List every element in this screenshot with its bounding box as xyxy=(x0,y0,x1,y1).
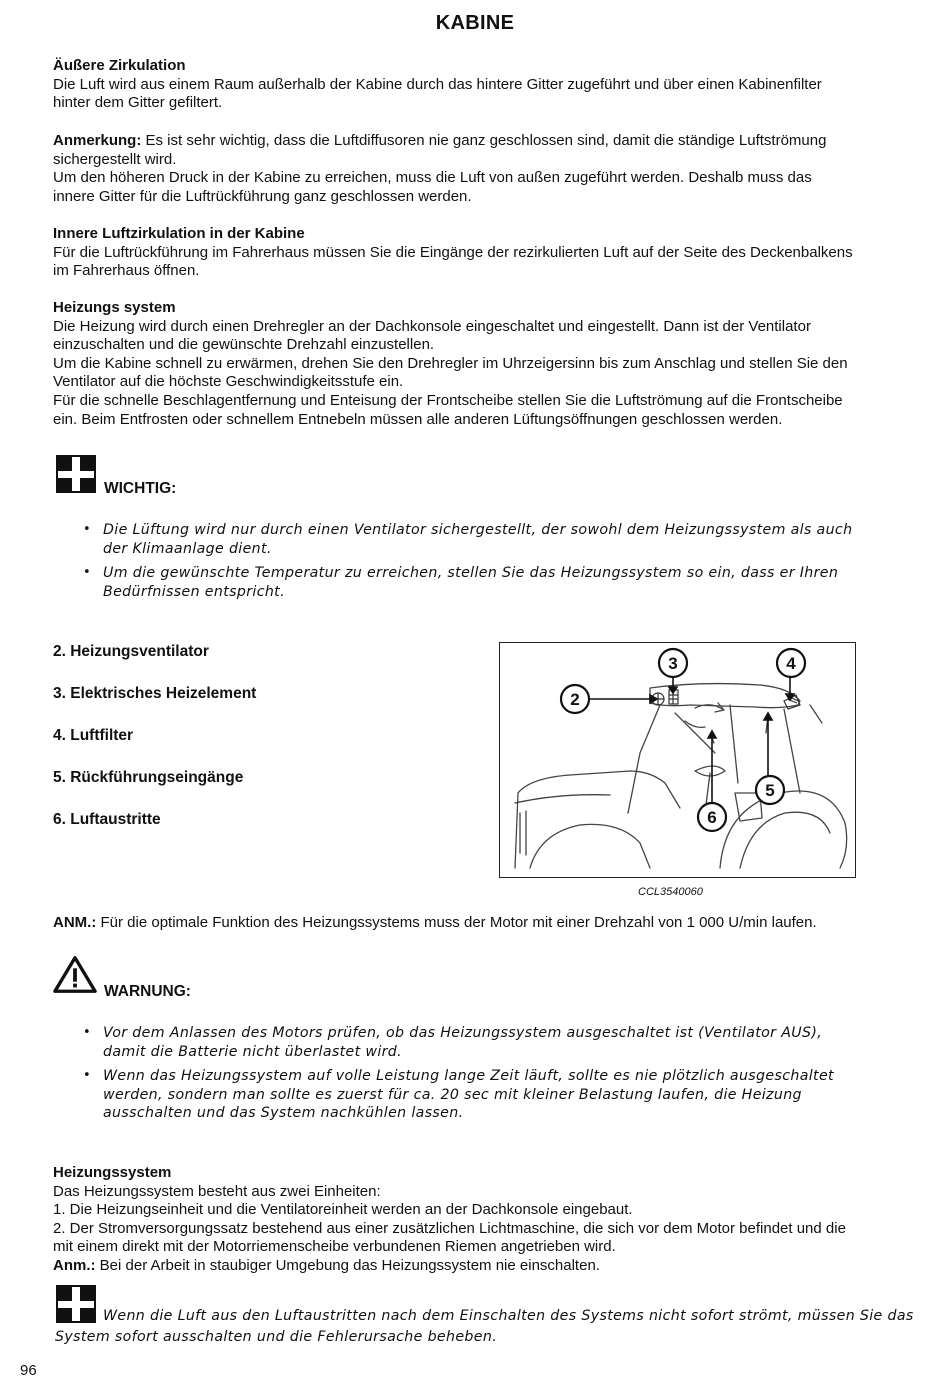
note-paragraph xyxy=(53,132,853,169)
callout-label: 3 xyxy=(668,654,678,673)
section-inner-circulation xyxy=(53,225,853,281)
note-label: Anmerkung: xyxy=(53,132,142,149)
anm-label: Anm.: xyxy=(53,1256,96,1274)
section-heading: Äußere Zirkulation xyxy=(53,57,186,74)
callout-label: 2 xyxy=(570,690,580,709)
legend-item: 6. Luftaustritte xyxy=(53,811,161,828)
section-text: Für die Luftrückführung im Fahrerhaus müssen Sie die Eingänge der rezirkulierten Luft auf der Seite des Deckenbalkens im Fahrerhaus öffnen. xyxy=(53,243,853,280)
note-paragraph-2: Um den höheren Druck in der Kabine zu erreichen, muss die Luft von außen zugeführt werden. Deshalb muss das innere Gitter für die Luftrückführung ganz geschlossen werden. xyxy=(53,169,812,205)
callout-label: 4 xyxy=(786,654,796,673)
legend-item: 4. Luftfilter xyxy=(53,727,134,744)
figure-caption: CCL3540060 xyxy=(638,886,703,898)
section-outer-circulation xyxy=(53,57,853,113)
legend-item: 3. Elektrisches Heizelement xyxy=(53,685,257,702)
caution-label: WICHTIG: xyxy=(104,480,177,497)
note-text: Es ist sehr wichtig, dass die Luftdiffusoren nie ganz geschlossen sind, damit die ständige Luftströmung sichergestellt wird. xyxy=(53,132,827,168)
anm-label: ANM.: xyxy=(53,914,97,931)
warning-label: WARNUNG: xyxy=(104,983,191,1000)
anm-note xyxy=(53,914,853,933)
section-line: 2. Der Stromversorgungssatz bestehend aus einer zusätzlichen Lichtmaschine, die sich vor dem Motor befindet und die mit einem direkt mit der Motorriemenscheibe verbundenen Riemen angetrieben wird. xyxy=(53,1219,846,1256)
tractor-cab-illustration xyxy=(500,643,855,877)
anm-text: Bei der Arbeit in staubiger Umgebung das Heizungssystem nie einschalten. xyxy=(95,1256,600,1274)
caution-item: • Um die gewünschte Temperatur zu erreichen, stellen Sie das Heizungssystem so ein, dass er Ihren Bedürfnissen entspricht. xyxy=(53,564,853,601)
tractor-cab-diagram xyxy=(499,642,856,878)
warning-item: • Wenn das Heizungssystem auf volle Leistung lange Zeit läuft, sollte es nie plötzlich ausgeschaltet werden, sondern man sollte es zuerst für ca. 20 sec mit kleiner Belastung laufen, die Heizung ausschalten und das System nachkühlen lassen. xyxy=(53,1067,853,1123)
section-line: Das Heizungssystem besteht aus zwei Einheiten: xyxy=(53,1182,381,1200)
section-note xyxy=(53,132,853,206)
section-heading: Innere Luftzirkulation in der Kabine xyxy=(53,225,305,242)
section-text: Die Luft wird aus einem Raum außerhalb der Kabine durch das hintere Gitter zugeführt und über einen Kabinenfilter hinter dem Gitter gefiltert. xyxy=(53,75,822,112)
callout-label: 6 xyxy=(707,808,717,827)
section-text-2: Um die Kabine schnell zu erwärmen, drehen Sie den Drehregler im Uhrzeigersinn bis zum Anschlag und stellen Sie den Ventilator auf die höchste Geschwindigkeitsstufe ein. xyxy=(53,354,848,391)
caution-cross-icon xyxy=(55,455,99,495)
caution-item: • Die Lüftung wird nur durch einen Ventilator sichergestellt, der sowohl dem Heizungssystem als auch der Klimaanlage dient. xyxy=(53,521,853,558)
section-heading: Heizungs system xyxy=(53,299,176,316)
section-line: 1. Die Heizungseinheit und die Ventilatoreinheit werden an der Dachkonsole eingebaut. xyxy=(53,1201,633,1219)
anm-text: Für die optimale Funktion des Heizungssystems muss der Motor mit einer Drehzahl von 1 000 U/min laufen. xyxy=(96,914,817,931)
section-heading: Heizungssystem xyxy=(53,1164,172,1181)
section-text-3: Für die schnelle Beschlagentfernung und Enteisung der Frontscheibe stellen Sie die Luftströmung auf die Frontscheibe ein. Beim Entfrosten oder schnellem Entnebeln müssen alle anderen Lüftungsöffnungen geschlossen werden. xyxy=(53,391,843,428)
page-number: 96 xyxy=(20,1362,37,1379)
final-caution-text: Wenn die Luft aus den Luftaustritten nach dem Einschalten des Systems nicht sofort strömt, müssen Sie das System sofort ausschalten und die Fehlerursache beheben. xyxy=(55,1308,914,1345)
warning-item: • Vor dem Anlassen des Motors prüfen, ob das Heizungssystem ausgeschaltet ist (Ventilator AUS), damit die Batterie nicht überlastet wird. xyxy=(53,1024,853,1061)
caution-list xyxy=(53,521,853,607)
section-heating-units xyxy=(53,1164,853,1276)
figure-legend xyxy=(53,643,256,853)
cab-frame xyxy=(628,705,660,813)
callout-label: 5 xyxy=(765,781,775,800)
warning-triangle-icon xyxy=(53,955,97,995)
legend-item: 5. Rückführungseingänge xyxy=(53,769,244,786)
anm-paragraph xyxy=(53,1257,853,1276)
page-title: KABINE xyxy=(435,12,515,34)
legend-item: 2. Heizungsventilator xyxy=(53,643,209,660)
section-text-1: Die Heizung wird durch einen Drehregler an der Dachkonsole eingeschaltet und eingestellt. Dann ist der Ventilator einzuschalten und die gewünschte Drehzahl einzustellen. xyxy=(53,317,811,354)
warning-list xyxy=(53,1024,853,1129)
section-heating-system xyxy=(53,299,853,429)
tractor-body xyxy=(515,771,680,868)
